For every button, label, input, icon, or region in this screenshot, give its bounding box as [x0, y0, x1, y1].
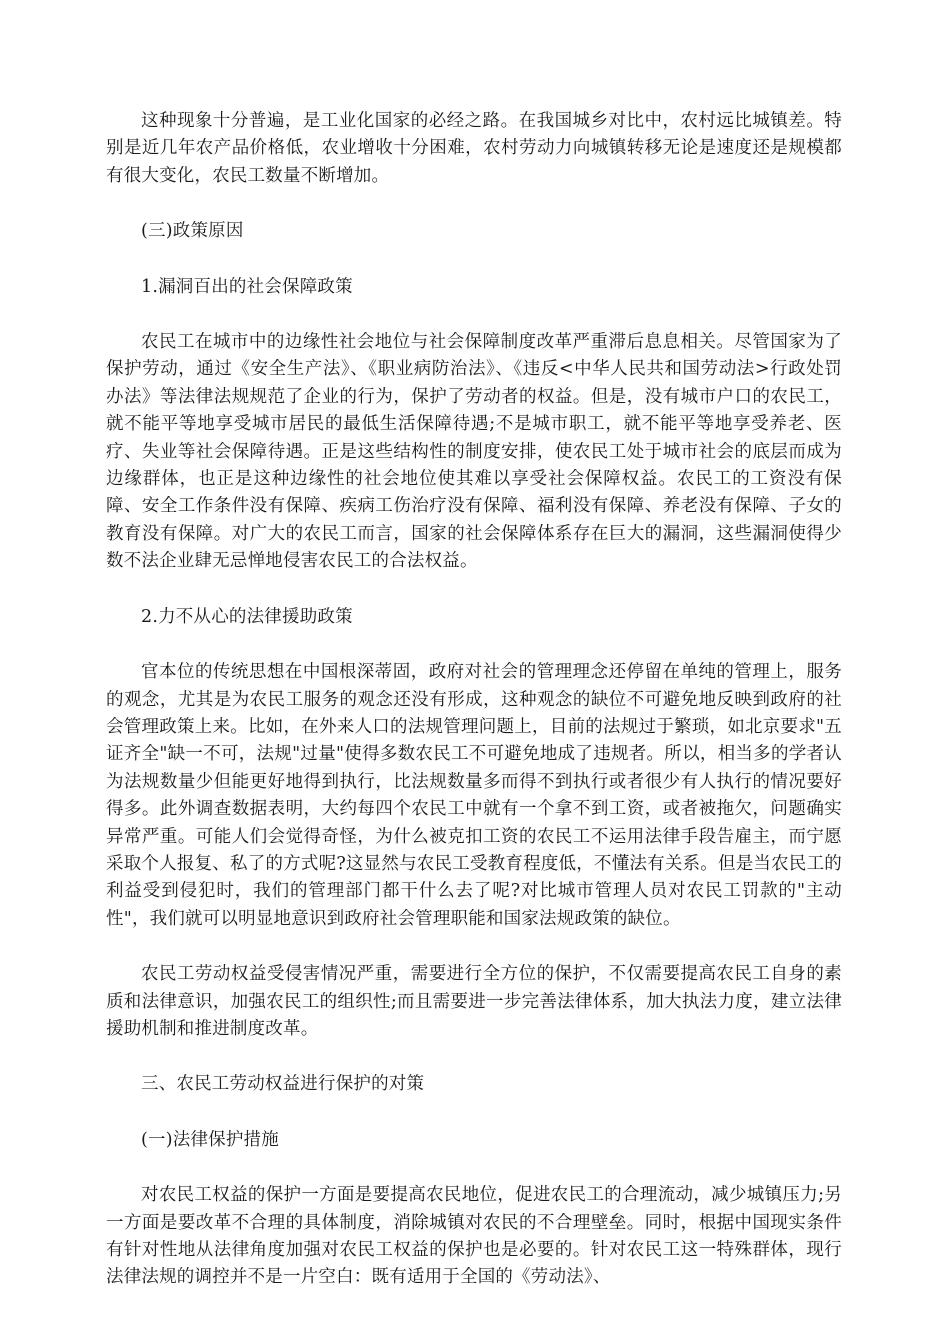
- section-heading-countermeasures: 三、农民工劳动权益进行保护的对策: [141, 1074, 425, 1095]
- paragraph-urbanization: 这种现象十分普遍，是工业化国家的必经之路。在我国城乡对比中，农村远比城镇差。特别是近几年农产品价格低，农业增收十分困难，农村劳动力向城镇转移无论是速度还是规模都有很大变化，农民工数量不断增加。: [106, 111, 842, 186]
- document-page: [106, 108, 842, 1320]
- paragraph-legal-aid: 官本位的传统思想在中国根深蒂固，政府对社会的管理理念还停留在单纯的管理上，服务的观念，尤其是为农民工服务的观念还没有形成，这种观念的缺位不可避免地反映到政府的社会管理政策上来。比如，在外来人口的法规管理问题上，目前的法规过于繁琐，如北京要求"五证齐全"缺一不可，法规"过量"使得多数农民工不可避免地成了违规者。所以，相当多的学者认为法规数量少但能更好地得到执行，比法规数量多而得不到执行或者很少有人执行的情况要好得多。此外调查数据表明，大约每四个农民工中就有一个拿不到工资，或者被拖欠，问题确实异常严重。可能人们会觉得奇怪，为什么被克扣工资的农民工不运用法律手段告雇主，而宁愿采取个人报复、私了的方式呢?这显然与农民工受教育程度低，不懂法有关系。但是当农民工的利益受到侵犯时，我们的管理部门都干什么去了呢?对比城市管理人员对农民工罚款的"主动性"，我们就可以明显地意识到政府社会管理职能和国家法规政策的缺位。: [106, 662, 842, 929]
- subheading-legal-aid-policy: 2.力不从心的法律援助政策: [141, 606, 353, 627]
- paragraph-social-security: 农民工在城市中的边缘性社会地位与社会保障制度改革严重滞后息息相关。尽管国家为了保护劳动，通过《安全生产法》、《职业病防治法》、《违反<中华人民共和国劳动法>行政处罚办法》等法律法规规范了企业的行为，保护了劳动者的权益。但是，没有城市户口的农民工，就不能平等地享受城市居民的最低生活保障待遇;不是城市职工，就不能平等地享受养老、医疗、失业等社会保障待遇。正是这些结构性的制度安排，使农民工处于城市社会的底层而成为边缘群体，也正是这种边缘性的社会地位使其难以享受社会保障权益。农民工的工资没有保障、安全工作条件没有保障、疾病工伤治疗没有保障、福利没有保障、养老没有保障、子女的教育没有保障。对广大的农民工而言，国家的社会保障体系存在巨大的漏洞，这些漏洞使得少数不法企业肆无忌惮地侵害农民工的合法权益。: [106, 332, 842, 572]
- subheading-social-security-policy: 1.漏洞百出的社会保障政策: [141, 276, 353, 297]
- paragraph-legal-protection: 对农民工权益的保护一方面是要提高农民地位，促进农民工的合理流动，减少城镇压力;另一方面是要改革不合理的具体制度，消除城镇对农民的不合理壁垒。同时，根据中国现实条件有针对性地从法律角度加强对农民工权益的保护也是必要的。针对农民工这一特殊群体，现行法律法规的调控并不是一片空白：既有适用于全国的《劳动法》、: [106, 1185, 842, 1288]
- section-heading-policy-reasons: (三)政策原因: [141, 221, 244, 242]
- subheading-legal-protection-measures: (一)法律保护措施: [141, 1129, 279, 1150]
- paragraph-comprehensive-protection: 农民工劳动权益受侵害情况严重，需要进行全方位的保护，不仅需要提高农民工自身的素质和法律意识，加强农民工的组织性;而且需要进一步完善法律体系，加大执法力度，建立法律援助机制和推进制度改革。: [106, 964, 842, 1039]
